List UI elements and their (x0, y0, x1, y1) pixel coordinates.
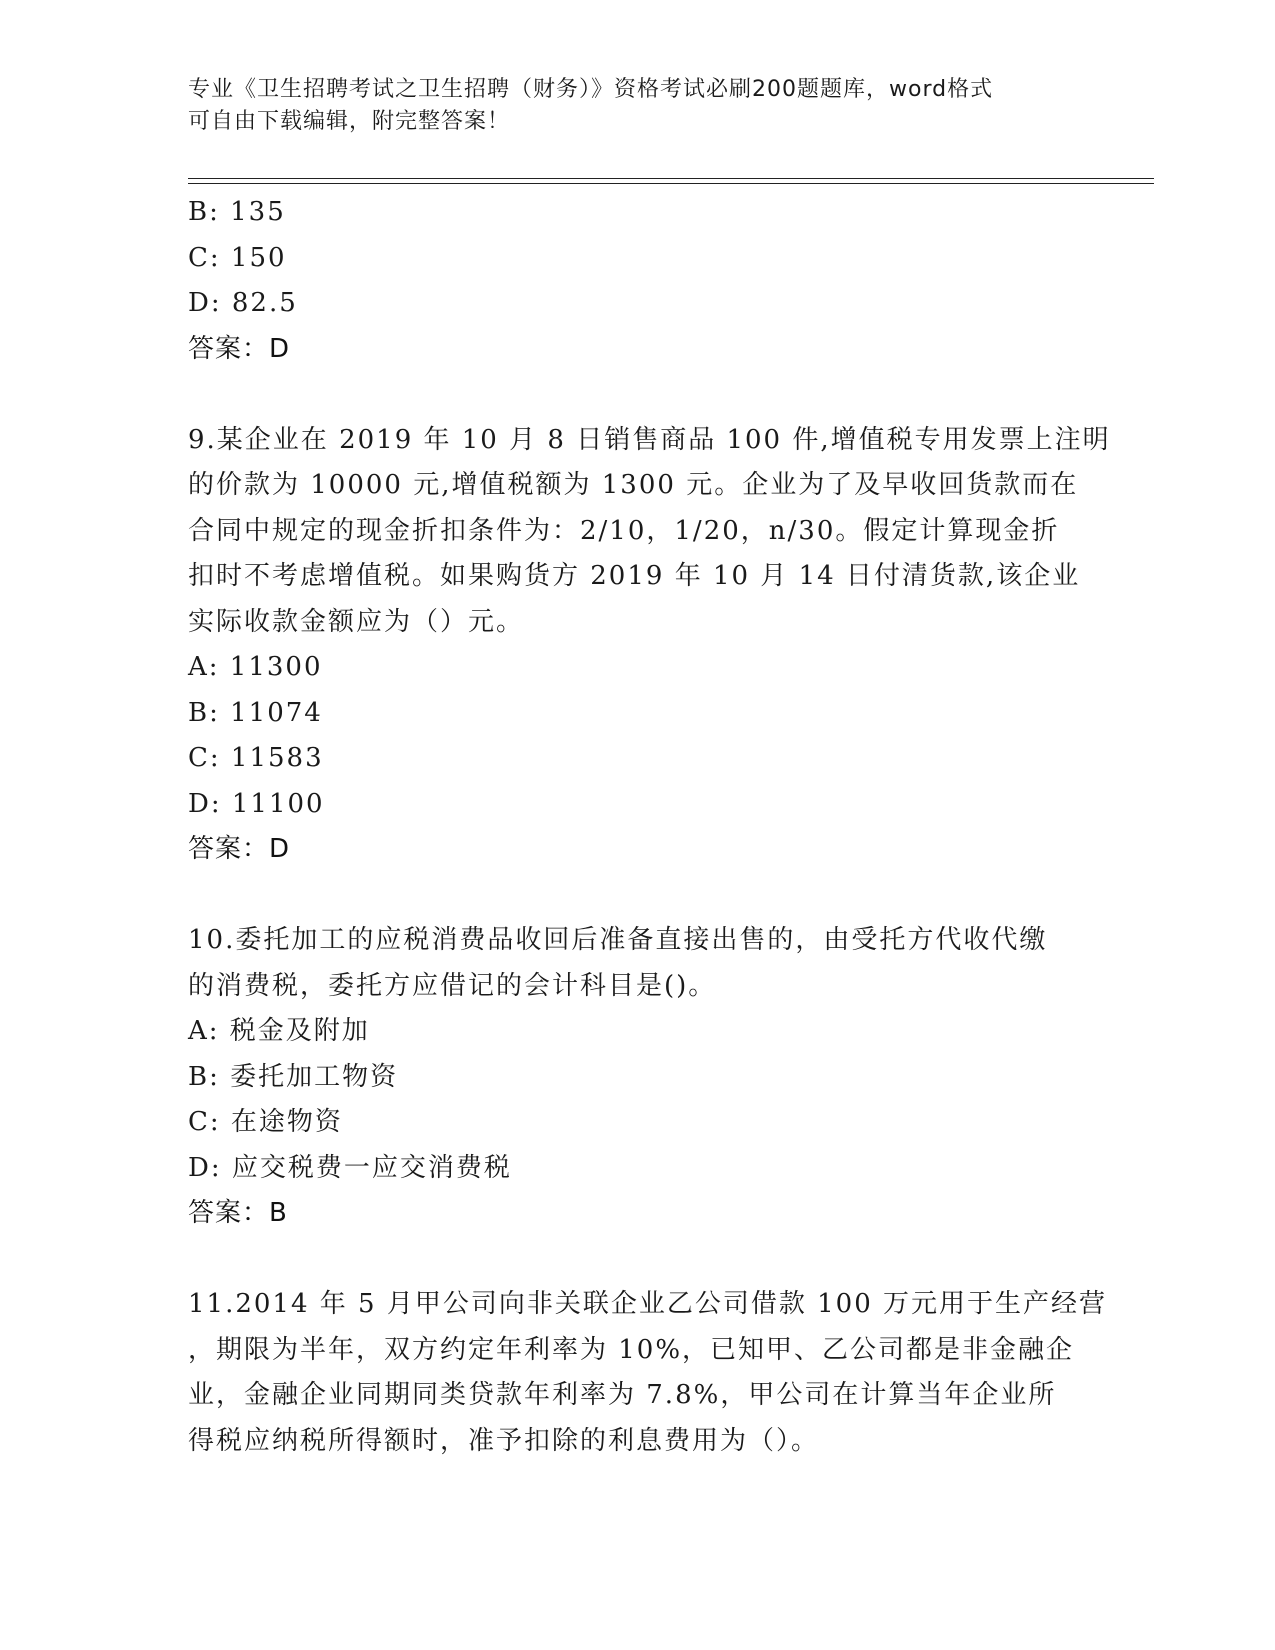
answer-line: 答案：D (188, 834, 291, 864)
spacer (188, 1237, 1088, 1283)
answer-line: 答案：B (188, 1198, 288, 1228)
question-10 (188, 918, 1088, 1237)
question-text-line: 实际收款金额应为（）元。 (188, 606, 525, 637)
option-c: C: 在途物资 (188, 1107, 343, 1137)
question-11 (188, 1282, 1108, 1464)
answer-line: 答案：D (188, 333, 291, 364)
header-title-line-1: 专业《卫生招聘考试之卫生招聘（财务）》资格考试必刷200题题库，word格式 (188, 77, 994, 102)
option-c: C: 11583 (188, 743, 324, 773)
option-b: B: 11074 (188, 697, 323, 728)
question-text-line: ，期限为半年，双方约定年利率为 10%，已知甲、乙公司都是非金融企 (188, 1334, 1075, 1365)
question-text-line: 合同中规定的现金折扣条件为：2/10，1/20，n/30。假定计算现金折 (188, 515, 1060, 546)
option-c: C: 150 (188, 242, 287, 273)
question-text-line: 业，金融企业同期同类贷款年利率为 7.8%，甲公司在计算当年企业所 (188, 1380, 1057, 1410)
option-d: D: 应交税费一应交消费税 (188, 1152, 512, 1183)
option-b: B: 135 (188, 197, 286, 227)
question-text-line: 的价款为 10000 元,增值税额为 1300 元。企业为了及早收回货款而在 (188, 470, 1079, 500)
option-d: D: 82.5 (188, 288, 298, 318)
option-b: B: 委托加工物资 (188, 1061, 399, 1092)
option-d: D: 11100 (188, 788, 325, 819)
question-text-line: 扣时不考虑增值税。如果购货方 2019 年 10 月 14 日付清货款,该企业 (188, 561, 1081, 591)
spacer (188, 372, 1088, 418)
header-divider-top (188, 178, 1154, 179)
document-body (188, 190, 1111, 1464)
question-text-line: 10.委托加工的应税消费品收回后准备直接出售的，由受托方代收代缴 (188, 925, 1048, 955)
question-text-line: 9.某企业在 2019 年 10 月 8 日销售商品 100 件,增值税专用发票上注明 (188, 424, 1111, 455)
spacer (188, 873, 1088, 919)
header-divider-bottom (188, 183, 1154, 184)
question-text-line: 11.2014 年 5 月甲公司向非关联企业乙公司借款 100 万元用于生产经营 (188, 1289, 1108, 1319)
question-8-continued (188, 190, 1088, 372)
option-a: A: 税金及附加 (188, 1016, 370, 1046)
document-header (188, 74, 1088, 138)
question-text-line: 得税应纳税所得额时，准予扣除的利息费用为（）。 (188, 1425, 820, 1456)
question-text-line: 的消费税，委托方应借记的会计科目是()。 (188, 970, 717, 1001)
question-9 (188, 418, 1111, 873)
option-a: A: 11300 (188, 652, 323, 682)
header-title-line-2: 可自由下载编辑，附完整答案！ (188, 109, 511, 134)
